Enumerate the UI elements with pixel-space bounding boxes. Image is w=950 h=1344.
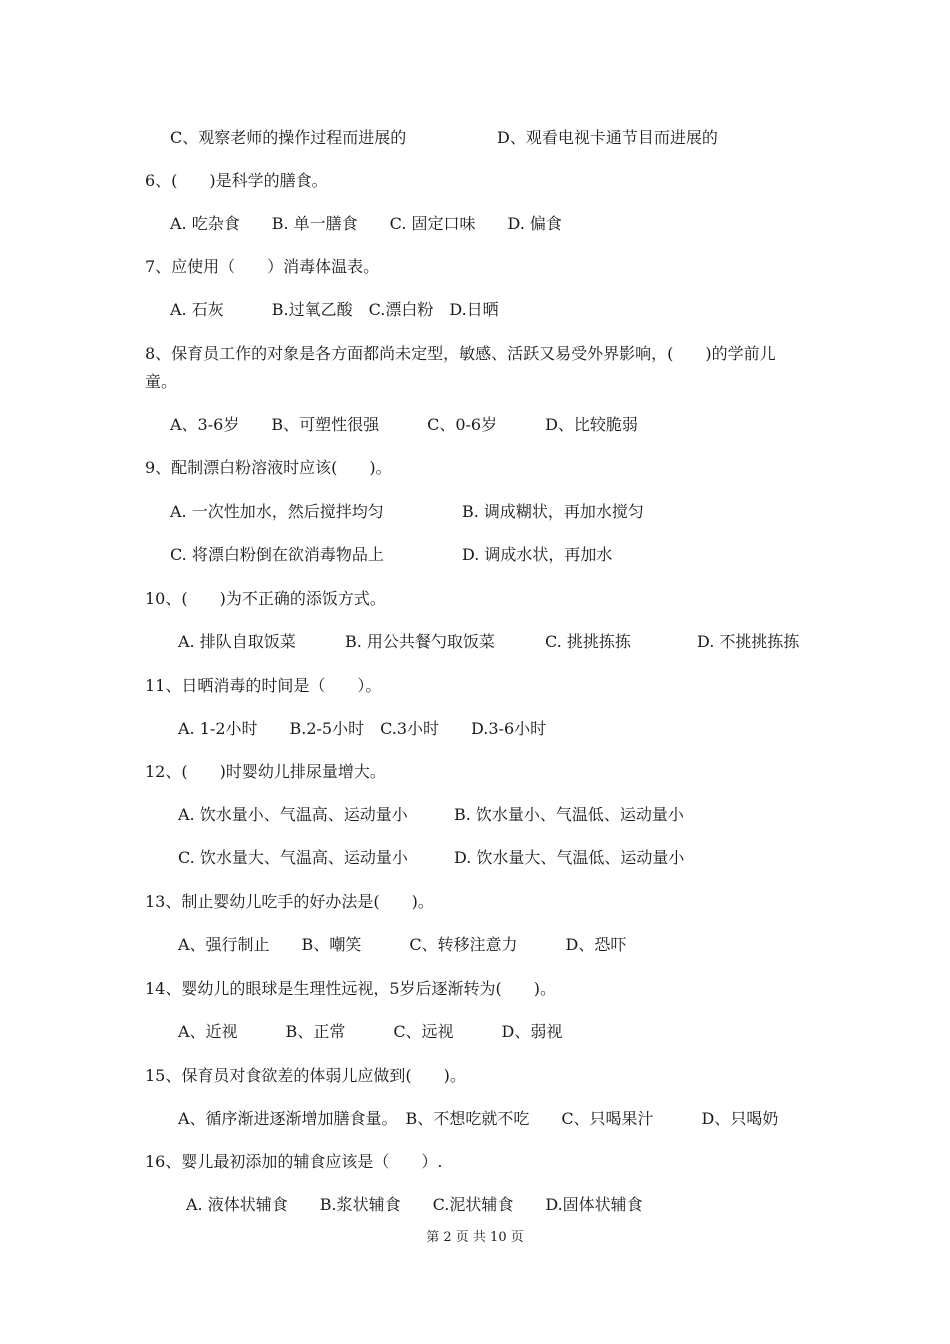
question-13: 13、制止婴幼儿吃手的好办法是( )。 xyxy=(145,892,434,911)
question-6: 6、( )是科学的膳食。 xyxy=(145,171,328,190)
question-9-option-c: C. 将漂白粉倒在欲消毒物品上 xyxy=(170,545,384,564)
question-12-option-d: D. 饮水量大、气温低、运动量小 xyxy=(454,848,685,867)
option-line: D、观看电视卡通节目而进展的 xyxy=(497,128,718,147)
question-7-options: A. 石灰 B.过氧乙酸 C.漂白粉 D.日晒 xyxy=(170,300,499,319)
question-10-option-d: D. 不挑挑拣拣 xyxy=(697,632,800,651)
question-9-option-a: A. 一次性加水，然后搅拌均匀 xyxy=(170,502,384,521)
question-16-options: A. 液体状辅食 B.浆状辅食 C.泥状辅食 D.固体状辅食 xyxy=(186,1195,643,1214)
question-10-option-b: B. 用公共餐勺取饭菜 xyxy=(345,632,495,651)
question-9-option-d: D. 调成水状，再加水 xyxy=(462,545,613,564)
option-line: C、观察老师的操作过程而进展的 xyxy=(170,128,407,147)
question-7: 7、应使用（ ）消毒体温表。 xyxy=(145,257,380,276)
question-8-cont: 童。 xyxy=(145,372,178,391)
question-11: 11、日晒消毒的时间是（ ）。 xyxy=(145,676,382,695)
question-11-options: A. 1-2小时 B.2-5小时 C.3小时 D.3-6小时 xyxy=(178,719,547,738)
question-12: 12、( )时婴幼儿排尿量增大。 xyxy=(145,762,386,781)
question-14-options: A、近视 B、正常 C、远视 D、弱视 xyxy=(178,1022,563,1041)
question-9: 9、配制漂白粉溶液时应该( )。 xyxy=(145,458,392,477)
question-13-options: A、强行制止 B、嘲笑 C、转移注意力 D、恐吓 xyxy=(178,935,627,954)
question-14: 14、婴幼儿的眼球是生理性远视，5岁后逐渐转为( )。 xyxy=(145,979,557,998)
question-8: 8、保育员工作的对象是各方面都尚未定型，敏感、活跃又易受外界影响，( )的学前儿 xyxy=(145,344,776,363)
question-6-options: A. 吃杂食 B. 单一膳食 C. 固定口味 D. 偏食 xyxy=(170,214,562,233)
question-15-options: A、循序渐进逐渐增加膳食量。 B、不想吃就不吃 C、只喝果汁 D、只喝奶 xyxy=(178,1109,779,1128)
question-12-option-c: C. 饮水量大、气温高、运动量小 xyxy=(178,848,408,867)
question-10-option-a: A. 排队自取饭菜 xyxy=(178,632,296,651)
question-8-options: A、3-6岁 B、可塑性很强 C、0-6岁 D、比较脆弱 xyxy=(170,415,638,434)
question-12-option-b: B. 饮水量小、气温低、运动量小 xyxy=(454,805,684,824)
question-10-option-c: C. 挑挑拣拣 xyxy=(545,632,631,651)
page-footer: 第 2 页 共 10 页 xyxy=(426,1230,524,1245)
question-12-option-a: A. 饮水量小、气温高、运动量小 xyxy=(178,805,408,824)
question-9-option-b: B. 调成糊状，再加水搅匀 xyxy=(462,502,644,521)
question-16: 16、婴儿最初添加的辅食应该是（ ）. xyxy=(145,1152,443,1171)
question-15: 15、保育员对食欲差的体弱儿应做到( )。 xyxy=(145,1066,466,1085)
question-10: 10、( )为不正确的添饭方式。 xyxy=(145,589,386,608)
